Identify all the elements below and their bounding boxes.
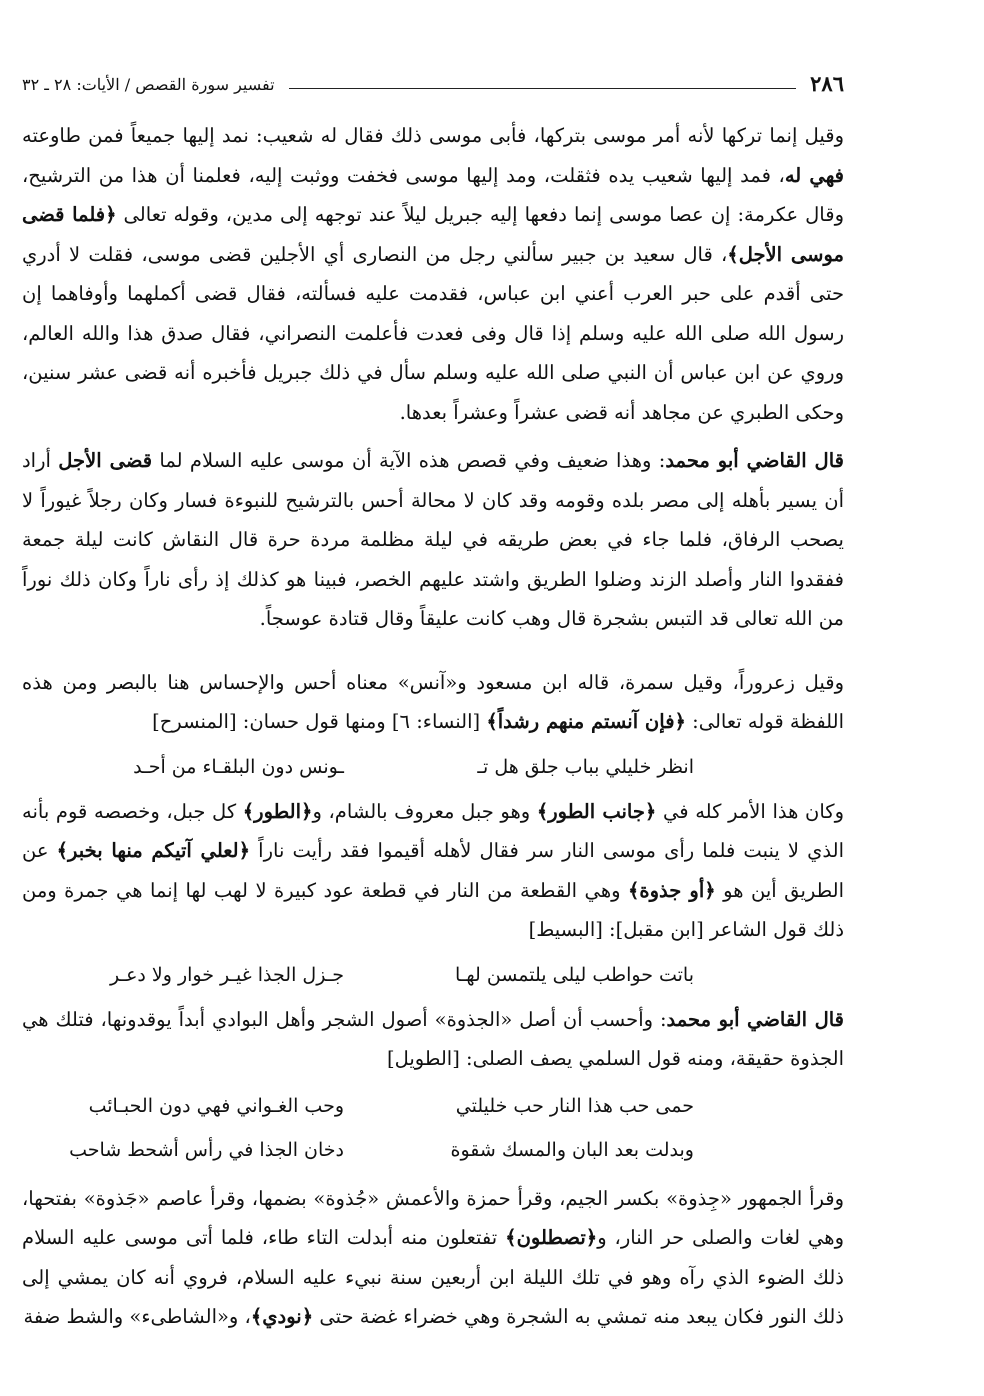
quran-quote: ﴿لعلي آتيكم منها بخبر﴾	[56, 839, 251, 862]
text-run: [النساء: ٦] ومنها قول حسان: [المنسرح]	[152, 710, 487, 733]
text-run: ، فمد إليها شعيب يده فثقلت، ومد إليها موسى فخفت ووثبت إليه، فعلمنا أن هذا من الترشيح، وقال عكرمة: إن عصا موسى إنما دفعها إليه جبريل ليلاً عند توجهه إلى مدين، وقوله تعالى	[22, 163, 844, 226]
quran-quote: ﴿فلما قضى موسى الأجل﴾	[22, 203, 844, 266]
verse-hemistich-first: انظر خليلي بباب جلق هل تـ	[477, 755, 694, 778]
text-run: وقرأ الجمهور «جِذوة» بكسر الجيم، وقرأ حمزة والأعمش «جُذوة» بضمها، وقرأ عاصم «جَذوة» بفتحها، وهي لغات والصلى حر النار، و	[22, 1186, 844, 1249]
verse-hemistich-first: وبدلت بعد البان والمسك شقوة	[450, 1138, 694, 1161]
paragraph	[22, 1179, 844, 1337]
verse-hemistich-second: جـزل الجذا غيـر خوار ولا دعـر	[110, 963, 344, 986]
quran-quote: ﴿نودي﴾	[250, 1305, 314, 1328]
quran-quote: ﴿فإن آنستم منهم رشداً﴾	[486, 710, 686, 733]
author-attribution: قال القاضي أبو محمد	[665, 449, 844, 472]
running-title: تفسير سورة القصص / الأيات: ٢٨ ـ ٣٢	[22, 75, 275, 94]
paragraph	[22, 116, 844, 432]
poetry-verse	[22, 1087, 844, 1125]
paragraph	[22, 441, 844, 639]
author-attribution: قال القاضي أبو محمد	[666, 1007, 844, 1031]
page-body	[22, 116, 844, 1337]
quran-quote: ﴿أو جذوة﴾	[628, 878, 716, 902]
paragraph	[22, 1000, 844, 1079]
bold-text: فهي له	[784, 163, 844, 187]
text-run: عن الطريق أين هو	[22, 839, 844, 902]
text-run: وقيل زعروراً، وقيل سمرة، قاله ابن مسعود و«آنس» معناه أحس والإحساس هنا بالبصر ومن هذه اللفظة قوله تعالى:	[22, 670, 844, 733]
verse-hemistich-second: وحب الغـواني فهي دون الحبـائب	[88, 1094, 344, 1117]
text-run: تفتعلون منه أبدلت التاء طاء، فلما أتى موسى عليه السلام ذلك الضوء الذي رآه وهو في تلك الليلة ابن أربعين سنة نبيء عليه السلام، فروي أنه كان يمشي إلى ذلك النور فكان يبعد منه تمشي به الشجرة وهي خضراء غضة حتى	[22, 1226, 844, 1328]
verse-hemistich-first: باتت حواطب ليلى يلتمسن لهـا	[454, 963, 694, 986]
poetry-verse	[22, 1131, 844, 1169]
text-run: : وهذا ضعيف وفي قصص هذه الآية أن موسى عليه السلام لما	[152, 449, 666, 472]
quran-quote: ﴿جانب الطور﴾	[536, 799, 657, 823]
poetry-block	[22, 1087, 844, 1169]
text-run: أراد أن يسير بأهله إلى مصر بلده وقومه وقد كان لا محالة أحس بالترشيح للنبوءة فسار وكان رجلاً غيوراً لا يصحب الرفاق، فلما جاء في بعض طريقه في ليلة مظلمة مردة حرة قال النقاش كانت ليلة جمعة ففقدوا النار وأصلد الزند وضلوا الطريق واشتد عليهم الخصر، فبينا هو كذلك إذ رأى ناراً وكان ذلك نوراً من الله تعالى قد التبس بشجرة قال وهب كانت عليقاً وقال قتادة عوسجاً.	[22, 449, 844, 630]
poetry-verse	[22, 956, 844, 994]
verse-hemistich-second: ـونس دون البلقـاء من أحـد	[133, 755, 344, 778]
bold-text: قضى الأجل	[58, 449, 153, 472]
text-run: وقيل إنما تركها لأنه أمر موسى بتركها، فأبى موسى ذلك فقال له شعيب: نمد إليها جميعاً فمن طاوعته	[22, 124, 844, 147]
text-run: وهو جبل معروف بالشام، و	[312, 799, 537, 823]
text-run: : وأحسب أن أصل «الجذوة» أصول الشجر وأهل البوادي أبداً يوقدونها، فتلك هي الجذوة حقيقة، ومنه قول السلمي يصف الصلى: [الطويل]	[22, 1007, 844, 1070]
header-rule	[289, 88, 797, 89]
page-header	[22, 68, 844, 96]
quran-quote: ﴿تصطلون﴾	[505, 1226, 598, 1249]
poetry-verse	[22, 748, 844, 786]
text-run: ، قال سعيد بن جبير سألني رجل من النصارى أي الأجلين قضى موسى، فقلت لا أدري حتى أقدم على حبر العرب أعني ابن عباس، فقدمت عليه فسألته، فقال قضى أكملهما وأوفاهما إن رسول الله صلى الله عليه وسلم إذا قال وفى فعدت فأعلمت النصراني، فقال صدق هذا والله العالم، وروي عن ابن عباس أن النبي صلى الله عليه وسلم سأل في ذلك جبريل فأخبره أنه قضى عشر سنين، وحكى الطبري عن مجاهد أنه قضى عشراً وعشراً بعدها.	[22, 242, 844, 424]
verse-hemistich-second: دخان الجذا في رأس أشحط شاحب	[69, 1138, 344, 1161]
text-run: كل جبل، وخصصه قوم بأنه الذي لا ينبت فلما رأى موسى النار سر فقال لأهله أقيموا فقد رأيت ناراً	[22, 799, 844, 862]
page-number: ٢٨٦	[810, 71, 844, 96]
text-run: وكان هذا الأمر كله في	[656, 799, 844, 823]
text-run: وهي القطعة من النار في قطعة عود كبيرة لا لهب لها إنما هي جمرة ومن ذلك قول الشاعر [ابن مقبل]: [البسيط]	[22, 878, 844, 941]
paragraph	[22, 663, 844, 742]
verse-hemistich-first: حمى حب هذا النار حب خليلتي	[455, 1094, 694, 1117]
text-run: ، و«الشاطىء» والشط ضفة	[23, 1305, 251, 1328]
paragraph	[22, 792, 844, 950]
quran-quote: ﴿الطور﴾	[242, 799, 313, 823]
